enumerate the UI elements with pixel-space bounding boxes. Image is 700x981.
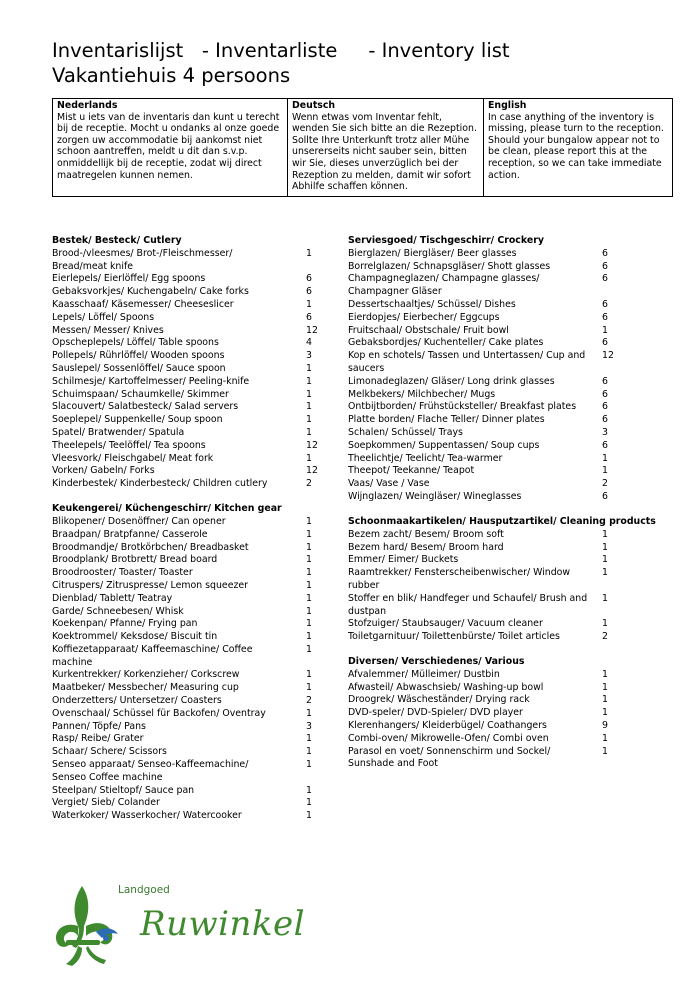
item-name: Onderzetters/ Untersetzer/ Coasters	[52, 695, 222, 707]
item-name: Blikopener/ Dosenöffner/ Can opener	[52, 515, 226, 527]
item-name: Citruspers/ Zitruspresse/ Lemon squeezer	[52, 579, 249, 591]
item-name: Wijnglazen/ Weingläser/ Wineglasses	[348, 490, 522, 502]
inventory-item	[348, 248, 638, 261]
item-quantity: 1	[306, 388, 312, 400]
inventory-item	[52, 465, 322, 478]
item-quantity: 6	[602, 273, 608, 285]
inventory-item	[348, 720, 638, 733]
item-name: Kop en schotels/ Tassen und Untertassen/ Cup and saucers	[348, 350, 586, 374]
item-quantity: 6	[602, 260, 608, 272]
inventory-item	[52, 312, 322, 325]
item-quantity: 6	[602, 247, 608, 259]
item-name: Toiletgarnituur/ Toilettenbürste/ Toilet articles	[348, 631, 560, 643]
item-quantity: 6	[602, 401, 608, 413]
item-name: Limonadeglazen/ Gläser/ Long drink glasses	[348, 375, 555, 387]
inventory-item	[52, 593, 322, 606]
inventory-item	[52, 414, 322, 427]
item-name: Emmer/ Eimer/ Buckets	[348, 554, 459, 566]
item-name: Stoffer en blik/ Handfeger und Schaufel/ Brush and dustpan	[348, 592, 588, 617]
inventory-item	[348, 273, 638, 299]
item-name: Gebaksvorkjes/ Kuchengabeln/ Cake forks	[52, 286, 249, 298]
item-name: Garde/ Schneebesen/ Whisk	[52, 605, 184, 617]
item-name: Borrelglazen/ Schnapsgläser/ Shott glasses	[348, 260, 551, 272]
item-quantity: 1	[306, 631, 312, 643]
item-name: Senseo apparaat/ Senseo-Kaffeemachine/ Senseo Coffee machine	[52, 759, 249, 783]
inventory-item	[348, 261, 638, 274]
inventory-section	[348, 656, 638, 771]
item-quantity: 1	[306, 298, 312, 310]
item-name: Parasol en voet/ Sonnenschirm und Sockel/ Sunshade and Foot	[348, 745, 551, 770]
inventory-item	[52, 350, 322, 363]
item-quantity: 6	[602, 337, 608, 349]
inventory-item	[348, 299, 638, 312]
item-name: Combi-oven/ Mikrowelle-Ofen/ Combi oven	[348, 732, 549, 744]
intro-heading: Nederlands	[57, 100, 118, 111]
item-name: Maatbeker/ Messbecher/ Measuring cup	[52, 682, 239, 694]
inventory-item	[52, 554, 322, 567]
item-name: Ovenschaal/ Schüssel für Backofen/ Oventray	[52, 707, 266, 719]
page-title	[52, 38, 510, 88]
inventory-item	[52, 337, 322, 350]
logo-name: Ruwinkel	[140, 904, 305, 944]
inventory-item	[348, 478, 638, 491]
item-quantity: 6	[602, 414, 608, 426]
intro-text: Wenn etwas vom Inventar fehlt, wenden Sie sich bitte an die Rezeption. Sollte Ihre Unterkunft trotz aller Mühe unsererseits nicht sauber sein, bitten wir Sie, dieses unverzüglich bei der Rezeption zu melden, damit wir sofort Abhilfe schaffen können.	[292, 111, 477, 193]
inventory-item	[348, 682, 638, 695]
item-name: Afvalemmer/ Mülleimer/ Dustbin	[348, 668, 500, 680]
section-heading: Schoonmaakartikelen/ Hausputzartikel/ Cleaning products	[348, 515, 656, 527]
inventory-item	[348, 440, 638, 453]
intro-text: In case anything of the inventory is missing, please turn to the reception. Should your bungalow appear not to be clean, please report this at the reception, so we can take immediate action.	[488, 111, 664, 181]
inventory-item	[52, 389, 322, 402]
item-quantity: 3	[306, 720, 312, 732]
inventory-item	[52, 606, 322, 619]
item-quantity: 4	[306, 337, 312, 349]
item-name: Platte borden/ Flache Teller/ Dinner plates	[348, 414, 545, 426]
item-name: Afwasteil/ Abwaschsieb/ Washing-up bowl	[348, 681, 544, 693]
inventory-item	[348, 491, 638, 504]
item-quantity: 1	[602, 452, 608, 464]
item-quantity: 1	[306, 669, 312, 681]
item-name: Eierdopjes/ Eierbecher/ Eggcups	[348, 311, 500, 323]
inventory-section	[52, 503, 322, 823]
item-name: Waterkoker/ Wasserkocher/ Watercooker	[52, 810, 242, 822]
item-quantity: 6	[602, 490, 608, 502]
item-quantity: 1	[306, 362, 312, 374]
inventory-section	[348, 515, 656, 644]
item-name: Schalen/ Schüssel/ Trays	[348, 426, 463, 438]
item-quantity: 1	[306, 247, 312, 259]
item-quantity: 1	[306, 567, 312, 579]
intro-heading: English	[488, 100, 527, 111]
inventory-item	[52, 299, 322, 312]
item-name: Kurkentrekker/ Korkenzieher/ Corkscrew	[52, 669, 240, 681]
intro-cell-dutch	[53, 99, 288, 197]
inventory-item	[52, 363, 322, 376]
item-name: Spatel/ Bratwender/ Spatula	[52, 426, 185, 438]
item-quantity: 6	[602, 375, 608, 387]
inventory-item	[348, 465, 638, 478]
inventory-item	[348, 427, 638, 440]
item-quantity: 1	[306, 426, 312, 438]
item-quantity: 12	[602, 350, 614, 362]
fleur-de-lis-icon	[56, 886, 118, 966]
intro-text: Mist u iets van de inventaris dan kunt u terecht bij de receptie. Mocht u ondanks al onze goede zorgen uw accommodatie bij aankomst niet schoon aantreffen, meldt u dit dan s.v.p. onmiddellijk bij de receptie, zodat wij direct maatregelen kunnen nemen.	[57, 111, 280, 181]
item-quantity: 1	[306, 515, 312, 527]
item-quantity: 1	[306, 618, 312, 630]
item-name: Koektrommel/ Keksdose/ Biscuit tin	[52, 631, 218, 643]
item-quantity: 1	[306, 375, 312, 387]
inventory-item	[348, 631, 638, 644]
item-quantity: 6	[602, 311, 608, 323]
item-name: Theepot/ Teekanne/ Teapot	[348, 465, 475, 477]
item-quantity: 6	[306, 311, 312, 323]
item-name: Vaas/ Vase / Vase	[348, 478, 430, 490]
item-name: Vorken/ Gabeln/ Forks	[52, 465, 155, 477]
item-quantity: 6	[602, 388, 608, 400]
item-quantity: 1	[306, 682, 312, 694]
item-name: Klerenhangers/ Kleiderbügel/ Coathangers	[348, 720, 547, 732]
item-quantity: 1	[306, 592, 312, 604]
inventory-item	[348, 529, 638, 542]
item-quantity: 1	[602, 707, 608, 719]
item-quantity: 1	[602, 745, 608, 757]
item-quantity: 3	[306, 350, 312, 362]
inventory-item	[52, 453, 322, 466]
inventory-item	[52, 286, 322, 299]
inventory-item	[348, 312, 638, 325]
item-name: Schaar/ Schere/ Scissors	[52, 746, 167, 758]
inventory-item	[348, 414, 638, 427]
item-quantity: 1	[602, 541, 608, 553]
item-quantity: 1	[306, 554, 312, 566]
item-name: Broodplank/ Brotbrett/ Bread board	[52, 554, 218, 566]
inventory-item	[348, 350, 638, 376]
inventory-item	[348, 337, 638, 350]
item-name: Vergiet/ Sieb/ Colander	[52, 797, 160, 809]
item-quantity: 1	[306, 452, 312, 464]
item-name: DVD-speler/ DVD-Spieler/ DVD player	[348, 707, 523, 719]
section-heading: Diversen/ Verschiedenes/ Various	[348, 656, 525, 668]
item-quantity: 1	[306, 643, 312, 655]
item-name: Kaasschaaf/ Käsemesser/ Cheeseslicer	[52, 298, 234, 310]
inventory-section	[348, 235, 638, 504]
item-name: Broodrooster/ Toaster/ Toaster	[52, 567, 193, 579]
inventory-item	[52, 248, 322, 274]
inventory-item	[52, 721, 322, 734]
item-quantity: 1	[306, 746, 312, 758]
item-name: Droogrek/ Wäscheständer/ Drying rack	[348, 694, 530, 706]
inventory-item	[52, 440, 322, 453]
inventory-item	[52, 542, 322, 555]
section-heading: Serviesgoed/ Tischgeschirr/ Crockery	[348, 235, 544, 246]
item-quantity: 1	[306, 759, 312, 771]
item-quantity: 6	[306, 286, 312, 298]
item-name: Pollepels/ Rührlöffel/ Wooden spoons	[52, 350, 225, 362]
item-name: Rasp/ Reibe/ Grater	[52, 733, 144, 745]
item-quantity: 1	[306, 797, 312, 809]
item-name: Vleesvork/ Fleischgabel/ Meat fork	[52, 452, 214, 464]
intro-cell-english	[484, 99, 673, 197]
intro-table	[52, 98, 673, 197]
item-quantity: 1	[602, 324, 608, 336]
inventory-item	[52, 708, 322, 721]
item-name: Koffiezetapparaat/ Kaffeemaschine/ Coffee machine	[52, 643, 253, 668]
item-quantity: 3	[602, 426, 608, 438]
item-quantity: 2	[306, 695, 312, 707]
item-name: Braadpan/ Bratpfanne/ Casserole	[52, 528, 208, 540]
item-name: Bezem hard/ Besem/ Broom hard	[348, 541, 504, 553]
item-name: Kinderbestek/ Kinderbesteck/ Children cutlery	[52, 478, 268, 490]
item-name: Bierglazen/ Biergläser/ Beer glasses	[348, 247, 517, 259]
item-quantity: 6	[602, 298, 608, 310]
inventory-column-left	[52, 235, 322, 835]
title-line-1: Inventarislijst - Inventarliste - Inventory list	[52, 39, 510, 62]
item-name: Raamtrekker/ Fensterscheibenwischer/ Window rubber	[348, 567, 571, 591]
item-quantity: 1	[602, 567, 608, 579]
item-quantity: 6	[602, 439, 608, 451]
item-quantity: 1	[602, 618, 608, 630]
item-quantity: 1	[306, 707, 312, 719]
inventory-item	[52, 695, 322, 708]
inventory-item	[348, 554, 638, 567]
inventory-item	[52, 529, 322, 542]
inventory-item	[348, 618, 638, 631]
item-quantity: 1	[306, 541, 312, 553]
item-name: Messen/ Messer/ Knives	[52, 324, 164, 336]
inventory-item	[52, 631, 322, 644]
item-name: Steelpan/ Stieltopf/ Sauce pan	[52, 784, 195, 796]
item-name: Soeplepel/ Suppenkelle/ Soup spoon	[52, 414, 223, 426]
inventory-item	[52, 759, 322, 785]
item-quantity: 9	[602, 720, 608, 732]
inventory-item	[52, 797, 322, 810]
item-name: Fruitschaal/ Obstschale/ Fruit bowl	[348, 324, 509, 336]
item-name: Slacouvert/ Salatbesteck/ Salad servers	[52, 401, 239, 413]
inventory-section	[52, 235, 322, 491]
inventory-item	[52, 567, 322, 580]
item-quantity: 1	[602, 554, 608, 566]
item-name: Dessertschaaltjes/ Schüssel/ Dishes	[348, 298, 516, 310]
inventory-item	[52, 682, 322, 695]
inventory-item	[348, 542, 638, 555]
inventory-item	[52, 516, 322, 529]
item-quantity: 1	[306, 528, 312, 540]
item-quantity: 2	[306, 478, 312, 490]
inventory-item	[348, 707, 638, 720]
item-quantity: 1	[306, 733, 312, 745]
item-name: Theelepels/ Teelöffel/ Tea spoons	[52, 439, 206, 451]
inventory-item	[52, 478, 322, 491]
section-heading: Bestek/ Besteck/ Cutlery	[52, 235, 182, 246]
inventory-item	[52, 618, 322, 631]
inventory-item	[52, 733, 322, 746]
item-quantity: 12	[306, 324, 318, 336]
logo-word: Landgoed	[118, 884, 170, 896]
intro-heading: Deutsch	[292, 100, 336, 111]
inventory-item	[52, 273, 322, 286]
inventory-item	[52, 580, 322, 593]
item-name: Opscheplepels/ Löffel/ Table spoons	[52, 337, 219, 349]
item-quantity: 1	[306, 414, 312, 426]
item-quantity: 1	[602, 732, 608, 744]
inventory-item	[52, 746, 322, 759]
item-quantity: 1	[602, 694, 608, 706]
item-name: Gebaksbordjes/ Kuchenteller/ Cake plates	[348, 337, 544, 349]
item-quantity: 6	[306, 273, 312, 285]
item-quantity: 1	[602, 668, 608, 680]
item-quantity: 1	[602, 592, 608, 604]
inventory-item	[348, 669, 638, 682]
item-quantity: 1	[306, 579, 312, 591]
inventory-column-right	[348, 235, 656, 783]
item-name: Soepkommen/ Suppentassen/ Soup cups	[348, 439, 540, 451]
inventory-item	[348, 389, 638, 402]
item-quantity: 1	[602, 681, 608, 693]
section-heading: Keukengerei/ Küchengeschirr/ Kitchen gear	[52, 503, 282, 515]
inventory-item	[348, 325, 638, 338]
item-name: Sauslepel/ Sossenlöffel/ Sauce spoon	[52, 362, 226, 374]
inventory-item	[52, 669, 322, 682]
item-name: Brood-/vleesmes/ Brot-/Fleischmesser/ Bread/meat knife	[52, 247, 233, 272]
item-name: Pannen/ Töpfe/ Pans	[52, 720, 146, 732]
item-quantity: 1	[602, 465, 608, 477]
inventory-item	[348, 567, 638, 593]
item-quantity: 1	[306, 784, 312, 796]
inventory-item	[52, 325, 322, 338]
item-name: Champagneglazen/ Champagne glasses/ Champagner Gläser	[348, 273, 540, 298]
item-quantity: 2	[602, 631, 608, 643]
item-quantity: 12	[306, 465, 318, 477]
inventory-item	[348, 401, 638, 414]
inventory-item	[52, 810, 322, 823]
inventory-item	[52, 427, 322, 440]
item-quantity: 1	[306, 401, 312, 413]
inventory-item	[348, 376, 638, 389]
inventory-item	[52, 644, 322, 670]
item-name: Koekenpan/ Pfanne/ Frying pan	[52, 618, 198, 630]
item-name: Bezem zacht/ Besem/ Broom soft	[348, 528, 504, 540]
item-name: Broodmandje/ Brotkörbchen/ Breadbasket	[52, 541, 249, 553]
title-line-2: Vakantiehuis 4 persoons	[52, 64, 291, 87]
item-quantity: 1	[306, 810, 312, 822]
item-name: Ontbijtborden/ Frühstücksteller/ Breakfast plates	[348, 401, 577, 413]
item-name: Schilmesje/ Kartoffelmesser/ Peeling-knife	[52, 375, 250, 387]
item-name: Melkbekers/ Milchbecher/ Mugs	[348, 388, 496, 400]
inventory-item	[348, 593, 638, 619]
item-name: Dienblad/ Tablett/ Teatray	[52, 592, 173, 604]
inventory-item	[348, 453, 638, 466]
inventory-item	[348, 733, 638, 746]
inventory-item	[52, 376, 322, 389]
item-name: Lepels/ Löffel/ Spoons	[52, 311, 155, 323]
inventory-item	[348, 746, 638, 772]
item-name: Stofzuiger/ Staubsauger/ Vacuum cleaner	[348, 618, 543, 630]
inventory-item	[348, 694, 638, 707]
item-name: Eierlepels/ Eierlöffel/ Egg spoons	[52, 273, 206, 285]
item-quantity: 1	[306, 605, 312, 617]
inventory-item	[52, 785, 322, 798]
item-quantity: 12	[306, 439, 318, 451]
item-name: Theelichtje/ Teelicht/ Tea-warmer	[348, 452, 503, 464]
inventory-item	[52, 401, 322, 414]
intro-cell-german	[288, 99, 484, 197]
item-name: Schuimspaan/ Schaumkelle/ Skimmer	[52, 388, 229, 400]
item-quantity: 1	[602, 528, 608, 540]
item-quantity: 2	[602, 478, 608, 490]
